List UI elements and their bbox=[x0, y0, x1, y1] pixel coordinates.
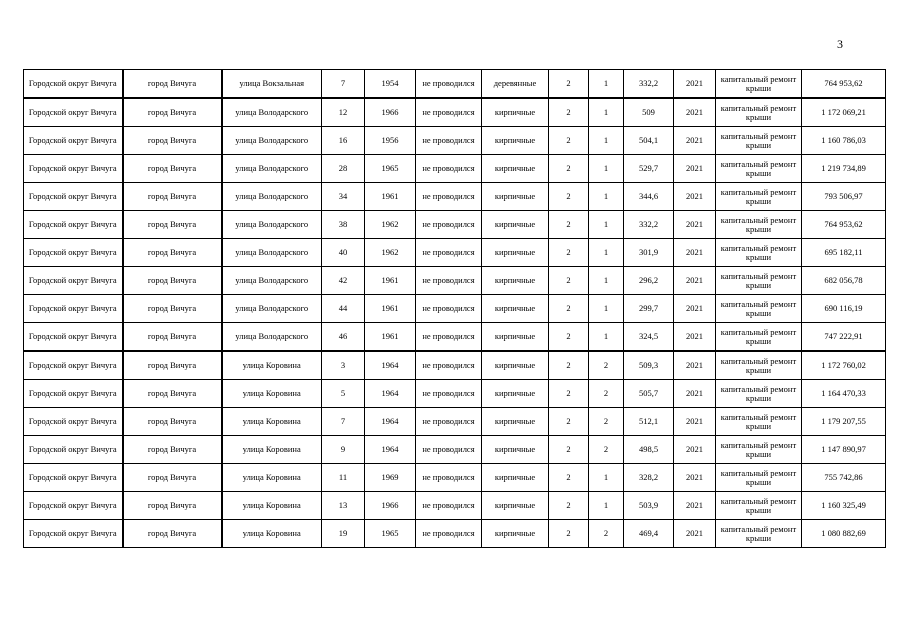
last-repair-cell: не проводился bbox=[416, 183, 482, 211]
wall-material-cell: кирпичные bbox=[482, 492, 549, 520]
floors-cell: 2 bbox=[549, 436, 589, 464]
municipality-cell: Городской округ Вичуга bbox=[24, 155, 123, 183]
floors-cell: 2 bbox=[549, 380, 589, 408]
entrances-cell: 1 bbox=[589, 155, 624, 183]
table-row bbox=[24, 408, 886, 436]
house-number-cell: 12 bbox=[322, 98, 365, 127]
table-row bbox=[24, 183, 886, 211]
year-built-cell: 1969 bbox=[365, 464, 416, 492]
house-number-cell: 9 bbox=[322, 436, 365, 464]
cost-cell: 1 179 207,55 bbox=[802, 408, 886, 436]
entrances-cell: 1 bbox=[589, 267, 624, 295]
entrances-cell: 1 bbox=[589, 323, 624, 352]
street-cell: улица Коровина bbox=[222, 492, 322, 520]
street-cell: улица Володарского bbox=[222, 295, 322, 323]
cost-cell: 1 172 069,21 bbox=[802, 98, 886, 127]
last-repair-cell: не проводился bbox=[416, 155, 482, 183]
table-row bbox=[24, 295, 886, 323]
floors-cell: 2 bbox=[549, 70, 589, 99]
street-cell: улица Володарского bbox=[222, 127, 322, 155]
last-repair-cell: не проводился bbox=[416, 464, 482, 492]
street-cell: улица Володарского bbox=[222, 155, 322, 183]
wall-material-cell: кирпичные bbox=[482, 127, 549, 155]
table-row bbox=[24, 351, 886, 380]
street-cell: улица Володарского bbox=[222, 183, 322, 211]
entrances-cell: 1 bbox=[589, 127, 624, 155]
municipality-cell: Городской округ Вичуга bbox=[24, 295, 123, 323]
municipality-cell: Городской округ Вичуга bbox=[24, 492, 123, 520]
year-built-cell: 1966 bbox=[365, 98, 416, 127]
table-row bbox=[24, 155, 886, 183]
table-row bbox=[24, 323, 886, 352]
municipality-cell: Городской округ Вичуга bbox=[24, 267, 123, 295]
cost-cell: 1 080 882,69 bbox=[802, 520, 886, 548]
settlement-cell: город Вичуга bbox=[123, 239, 222, 267]
table-row bbox=[24, 464, 886, 492]
street-cell: улица Коровина bbox=[222, 464, 322, 492]
year-built-cell: 1961 bbox=[365, 323, 416, 352]
planned-year-cell: 2021 bbox=[674, 380, 716, 408]
wall-material-cell: кирпичные bbox=[482, 464, 549, 492]
year-built-cell: 1966 bbox=[365, 492, 416, 520]
cost-cell: 793 506,97 bbox=[802, 183, 886, 211]
street-cell: улица Володарского bbox=[222, 98, 322, 127]
cost-cell: 1 147 890,97 bbox=[802, 436, 886, 464]
municipality-cell: Городской округ Вичуга bbox=[24, 380, 123, 408]
planned-year-cell: 2021 bbox=[674, 239, 716, 267]
entrances-cell: 2 bbox=[589, 408, 624, 436]
year-built-cell: 1961 bbox=[365, 267, 416, 295]
planned-year-cell: 2021 bbox=[674, 464, 716, 492]
work-type-cell: капитальный ремонт крыши bbox=[716, 492, 802, 520]
cost-cell: 1 219 734,89 bbox=[802, 155, 886, 183]
work-type-cell: капитальный ремонт крыши bbox=[716, 351, 802, 380]
area-cell: 324,5 bbox=[624, 323, 674, 352]
last-repair-cell: не проводился bbox=[416, 408, 482, 436]
floors-cell: 2 bbox=[549, 351, 589, 380]
year-built-cell: 1964 bbox=[365, 408, 416, 436]
floors-cell: 2 bbox=[549, 239, 589, 267]
entrances-cell: 1 bbox=[589, 295, 624, 323]
municipality-cell: Городской округ Вичуга bbox=[24, 70, 123, 99]
settlement-cell: город Вичуга bbox=[123, 520, 222, 548]
cost-cell: 764 953,62 bbox=[802, 70, 886, 99]
table-row bbox=[24, 380, 886, 408]
entrances-cell: 1 bbox=[589, 492, 624, 520]
house-number-cell: 19 bbox=[322, 520, 365, 548]
area-cell: 332,2 bbox=[624, 70, 674, 99]
wall-material-cell: кирпичные bbox=[482, 155, 549, 183]
planned-year-cell: 2021 bbox=[674, 183, 716, 211]
floors-cell: 2 bbox=[549, 464, 589, 492]
year-built-cell: 1962 bbox=[365, 211, 416, 239]
street-cell: улица Коровина bbox=[222, 380, 322, 408]
area-cell: 509 bbox=[624, 98, 674, 127]
last-repair-cell: не проводился bbox=[416, 239, 482, 267]
street-cell: улица Коровина bbox=[222, 408, 322, 436]
street-cell: улица Володарского bbox=[222, 239, 322, 267]
house-number-cell: 7 bbox=[322, 408, 365, 436]
planned-year-cell: 2021 bbox=[674, 267, 716, 295]
planned-year-cell: 2021 bbox=[674, 408, 716, 436]
wall-material-cell: кирпичные bbox=[482, 183, 549, 211]
municipality-cell: Городской округ Вичуга bbox=[24, 323, 123, 352]
area-cell: 328,2 bbox=[624, 464, 674, 492]
work-type-cell: капитальный ремонт крыши bbox=[716, 380, 802, 408]
last-repair-cell: не проводился bbox=[416, 267, 482, 295]
wall-material-cell: кирпичные bbox=[482, 295, 549, 323]
work-type-cell: капитальный ремонт крыши bbox=[716, 239, 802, 267]
settlement-cell: город Вичуга bbox=[123, 267, 222, 295]
entrances-cell: 1 bbox=[589, 239, 624, 267]
wall-material-cell: кирпичные bbox=[482, 351, 549, 380]
area-cell: 332,2 bbox=[624, 211, 674, 239]
work-type-cell: капитальный ремонт крыши bbox=[716, 211, 802, 239]
settlement-cell: город Вичуга bbox=[123, 155, 222, 183]
wall-material-cell: кирпичные bbox=[482, 436, 549, 464]
work-type-cell: капитальный ремонт крыши bbox=[716, 70, 802, 99]
year-built-cell: 1964 bbox=[365, 351, 416, 380]
year-built-cell: 1956 bbox=[365, 127, 416, 155]
planned-year-cell: 2021 bbox=[674, 211, 716, 239]
settlement-cell: город Вичуга bbox=[123, 70, 222, 99]
last-repair-cell: не проводился bbox=[416, 98, 482, 127]
municipality-cell: Городской округ Вичуга bbox=[24, 98, 123, 127]
settlement-cell: город Вичуга bbox=[123, 436, 222, 464]
floors-cell: 2 bbox=[549, 323, 589, 352]
entrances-cell: 1 bbox=[589, 464, 624, 492]
table-row bbox=[24, 70, 886, 99]
entrances-cell: 1 bbox=[589, 211, 624, 239]
area-cell: 529,7 bbox=[624, 155, 674, 183]
wall-material-cell: кирпичные bbox=[482, 323, 549, 352]
year-built-cell: 1964 bbox=[365, 436, 416, 464]
last-repair-cell: не проводился bbox=[416, 380, 482, 408]
entrances-cell: 2 bbox=[589, 380, 624, 408]
page-number: 3 bbox=[837, 37, 843, 51]
house-number-cell: 16 bbox=[322, 127, 365, 155]
table-row bbox=[24, 211, 886, 239]
year-built-cell: 1954 bbox=[365, 70, 416, 99]
settlement-cell: город Вичуга bbox=[123, 492, 222, 520]
entrances-cell: 1 bbox=[589, 183, 624, 211]
last-repair-cell: не проводился bbox=[416, 492, 482, 520]
entrances-cell: 1 bbox=[589, 98, 624, 127]
work-type-cell: капитальный ремонт крыши bbox=[716, 520, 802, 548]
house-number-cell: 38 bbox=[322, 211, 365, 239]
cost-cell: 682 056,78 bbox=[802, 267, 886, 295]
area-cell: 505,7 bbox=[624, 380, 674, 408]
municipality-cell: Городской округ Вичуга bbox=[24, 464, 123, 492]
year-built-cell: 1964 bbox=[365, 380, 416, 408]
table-row bbox=[24, 98, 886, 127]
entrances-cell: 2 bbox=[589, 436, 624, 464]
area-cell: 512,1 bbox=[624, 408, 674, 436]
last-repair-cell: не проводился bbox=[416, 436, 482, 464]
wall-material-cell: кирпичные bbox=[482, 380, 549, 408]
entrances-cell: 2 bbox=[589, 520, 624, 548]
settlement-cell: город Вичуга bbox=[123, 380, 222, 408]
table-row bbox=[24, 267, 886, 295]
floors-cell: 2 bbox=[549, 155, 589, 183]
last-repair-cell: не проводился bbox=[416, 211, 482, 239]
area-cell: 344,6 bbox=[624, 183, 674, 211]
house-number-cell: 3 bbox=[322, 351, 365, 380]
work-type-cell: капитальный ремонт крыши bbox=[716, 183, 802, 211]
settlement-cell: город Вичуга bbox=[123, 351, 222, 380]
house-number-cell: 13 bbox=[322, 492, 365, 520]
cost-cell: 747 222,91 bbox=[802, 323, 886, 352]
year-built-cell: 1962 bbox=[365, 239, 416, 267]
floors-cell: 2 bbox=[549, 98, 589, 127]
floors-cell: 2 bbox=[549, 492, 589, 520]
table-row bbox=[24, 492, 886, 520]
planned-year-cell: 2021 bbox=[674, 520, 716, 548]
planned-year-cell: 2021 bbox=[674, 323, 716, 352]
street-cell: улица Володарского bbox=[222, 267, 322, 295]
wall-material-cell: кирпичные bbox=[482, 408, 549, 436]
settlement-cell: город Вичуга bbox=[123, 211, 222, 239]
work-type-cell: капитальный ремонт крыши bbox=[716, 295, 802, 323]
house-number-cell: 44 bbox=[322, 295, 365, 323]
housing-register-table bbox=[23, 69, 886, 548]
area-cell: 503,9 bbox=[624, 492, 674, 520]
table-row bbox=[24, 127, 886, 155]
settlement-cell: город Вичуга bbox=[123, 98, 222, 127]
work-type-cell: капитальный ремонт крыши bbox=[716, 436, 802, 464]
house-number-cell: 28 bbox=[322, 155, 365, 183]
planned-year-cell: 2021 bbox=[674, 295, 716, 323]
settlement-cell: город Вичуга bbox=[123, 295, 222, 323]
year-built-cell: 1961 bbox=[365, 295, 416, 323]
municipality-cell: Городской округ Вичуга bbox=[24, 436, 123, 464]
wall-material-cell: кирпичные bbox=[482, 267, 549, 295]
street-cell: улица Коровина bbox=[222, 351, 322, 380]
floors-cell: 2 bbox=[549, 127, 589, 155]
table-row bbox=[24, 239, 886, 267]
last-repair-cell: не проводился bbox=[416, 351, 482, 380]
area-cell: 504,1 bbox=[624, 127, 674, 155]
cost-cell: 755 742,86 bbox=[802, 464, 886, 492]
floors-cell: 2 bbox=[549, 520, 589, 548]
table-row bbox=[24, 520, 886, 548]
work-type-cell: капитальный ремонт крыши bbox=[716, 323, 802, 352]
last-repair-cell: не проводился bbox=[416, 127, 482, 155]
street-cell: улица Володарского bbox=[222, 211, 322, 239]
planned-year-cell: 2021 bbox=[674, 98, 716, 127]
settlement-cell: город Вичуга bbox=[123, 464, 222, 492]
year-built-cell: 1965 bbox=[365, 520, 416, 548]
area-cell: 299,7 bbox=[624, 295, 674, 323]
house-number-cell: 11 bbox=[322, 464, 365, 492]
last-repair-cell: не проводился bbox=[416, 520, 482, 548]
settlement-cell: город Вичуга bbox=[123, 127, 222, 155]
work-type-cell: капитальный ремонт крыши bbox=[716, 464, 802, 492]
work-type-cell: капитальный ремонт крыши bbox=[716, 155, 802, 183]
area-cell: 469,4 bbox=[624, 520, 674, 548]
planned-year-cell: 2021 bbox=[674, 127, 716, 155]
municipality-cell: Городской округ Вичуга bbox=[24, 183, 123, 211]
cost-cell: 695 182,11 bbox=[802, 239, 886, 267]
floors-cell: 2 bbox=[549, 267, 589, 295]
area-cell: 296,2 bbox=[624, 267, 674, 295]
entrances-cell: 1 bbox=[589, 70, 624, 99]
wall-material-cell: кирпичные bbox=[482, 98, 549, 127]
street-cell: улица Володарского bbox=[222, 323, 322, 352]
last-repair-cell: не проводился bbox=[416, 295, 482, 323]
table-row bbox=[24, 436, 886, 464]
area-cell: 301,9 bbox=[624, 239, 674, 267]
settlement-cell: город Вичуга bbox=[123, 323, 222, 352]
last-repair-cell: не проводился bbox=[416, 70, 482, 99]
planned-year-cell: 2021 bbox=[674, 436, 716, 464]
planned-year-cell: 2021 bbox=[674, 155, 716, 183]
municipality-cell: Городской округ Вичуга bbox=[24, 239, 123, 267]
year-built-cell: 1965 bbox=[365, 155, 416, 183]
planned-year-cell: 2021 bbox=[674, 70, 716, 99]
area-cell: 498,5 bbox=[624, 436, 674, 464]
last-repair-cell: не проводился bbox=[416, 323, 482, 352]
cost-cell: 1 164 470,33 bbox=[802, 380, 886, 408]
municipality-cell: Городской округ Вичуга bbox=[24, 351, 123, 380]
area-cell: 509,3 bbox=[624, 351, 674, 380]
entrances-cell: 2 bbox=[589, 351, 624, 380]
floors-cell: 2 bbox=[549, 295, 589, 323]
work-type-cell: капитальный ремонт крыши bbox=[716, 267, 802, 295]
municipality-cell: Городской округ Вичуга bbox=[24, 408, 123, 436]
municipality-cell: Городской округ Вичуга bbox=[24, 211, 123, 239]
floors-cell: 2 bbox=[549, 183, 589, 211]
cost-cell: 690 116,19 bbox=[802, 295, 886, 323]
cost-cell: 1 160 325,49 bbox=[802, 492, 886, 520]
municipality-cell: Городской округ Вичуга bbox=[24, 127, 123, 155]
house-number-cell: 40 bbox=[322, 239, 365, 267]
municipality-cell: Городской округ Вичуга bbox=[24, 520, 123, 548]
street-cell: улица Вокзальная bbox=[222, 70, 322, 99]
house-number-cell: 42 bbox=[322, 267, 365, 295]
settlement-cell: город Вичуга bbox=[123, 408, 222, 436]
cost-cell: 1 160 786,03 bbox=[802, 127, 886, 155]
wall-material-cell: кирпичные bbox=[482, 239, 549, 267]
planned-year-cell: 2021 bbox=[674, 492, 716, 520]
work-type-cell: капитальный ремонт крыши bbox=[716, 408, 802, 436]
table-body bbox=[24, 70, 886, 548]
work-type-cell: капитальный ремонт крыши bbox=[716, 98, 802, 127]
street-cell: улица Коровина bbox=[222, 520, 322, 548]
house-number-cell: 34 bbox=[322, 183, 365, 211]
floors-cell: 2 bbox=[549, 408, 589, 436]
year-built-cell: 1961 bbox=[365, 183, 416, 211]
cost-cell: 1 172 760,02 bbox=[802, 351, 886, 380]
house-number-cell: 46 bbox=[322, 323, 365, 352]
floors-cell: 2 bbox=[549, 211, 589, 239]
house-number-cell: 5 bbox=[322, 380, 365, 408]
settlement-cell: город Вичуга bbox=[123, 183, 222, 211]
wall-material-cell: деревянные bbox=[482, 70, 549, 99]
cost-cell: 764 953,62 bbox=[802, 211, 886, 239]
wall-material-cell: кирпичные bbox=[482, 211, 549, 239]
street-cell: улица Коровина bbox=[222, 436, 322, 464]
planned-year-cell: 2021 bbox=[674, 351, 716, 380]
house-number-cell: 7 bbox=[322, 70, 365, 99]
wall-material-cell: кирпичные bbox=[482, 520, 549, 548]
work-type-cell: капитальный ремонт крыши bbox=[716, 127, 802, 155]
